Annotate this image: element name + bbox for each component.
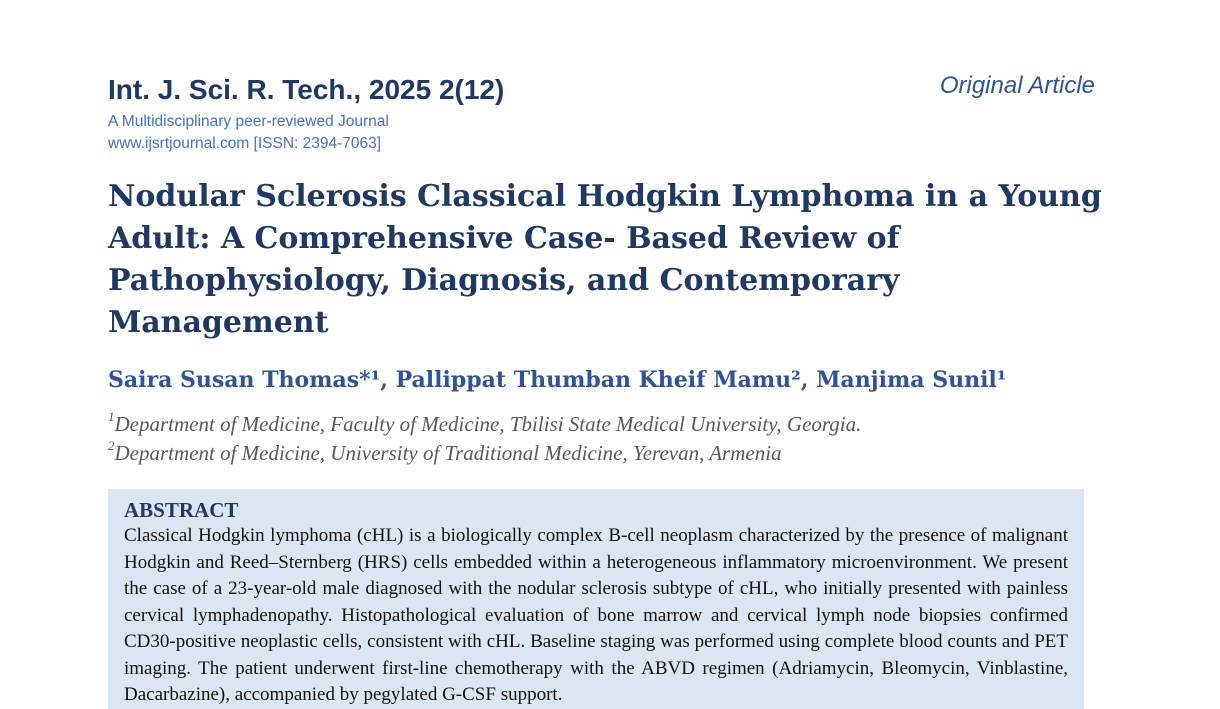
affiliation-1: [108, 411, 861, 437]
affiliation-2-text: Department of Medicine, University of Traditional Medicine, Yerevan, Armenia: [114, 441, 782, 465]
abstract-box: [108, 489, 1084, 709]
abstract-text: Classical Hodgkin lymphoma (cHL) is a biologically complex B-cell neoplasm characterized by the presence of malignant Hodgkin and Reed–Sternberg (HRS) cells embedded within a heterogeneous inflammatory microenvironment. We present the case of a 23-year-old male diagnosed with the nodular sclerosis subtype of cHL, who initially presented with painless cervical lymphadenopathy. Histopathological evaluation of bone marrow and cervical lymph node biopsies confirmed CD30-positive neoplastic cells, consistent with cHL. Baseline staging was performed using complete blood counts and PET imaging. The patient underwent first-line chemotherapy with the ABVD regimen (Adriamycin, Bleomycin, Vinblastine, Dacarbazine), accompanied by pegylated G-CSF support.: [124, 525, 1068, 705]
affiliation-1-text: Department of Medicine, Faculty of Medicine, Tbilisi State Medical University, Georgia.: [114, 412, 862, 436]
article-type-label: Original Article: [939, 72, 1095, 99]
author-list: Saira Susan Thomas*¹, Pallippat Thumban Kheif Mamu², Manjima Sunil¹: [108, 367, 1007, 393]
paper-title: Nodular Sclerosis Classical Hodgkin Lymphoma in a Young Adult: A Comprehensive Case- Based Review of Pathophysiology, Diagnosis, and Contemporary Management: [108, 179, 1102, 340]
journal-website[interactable]: www.ijsrtjournal.com [ISSN: 2394-7063]: [108, 135, 382, 152]
journal-title: Int. J. Sci. R. Tech., 2025 2(12): [108, 74, 505, 105]
affiliation-1-marker: 1: [108, 409, 115, 424]
abstract-heading: ABSTRACT: [124, 498, 239, 522]
affiliation-2-marker: 2: [108, 438, 115, 453]
journal-tagline: A Multidisciplinary peer-reviewed Journal: [108, 113, 389, 130]
affiliation-2: [108, 440, 782, 466]
